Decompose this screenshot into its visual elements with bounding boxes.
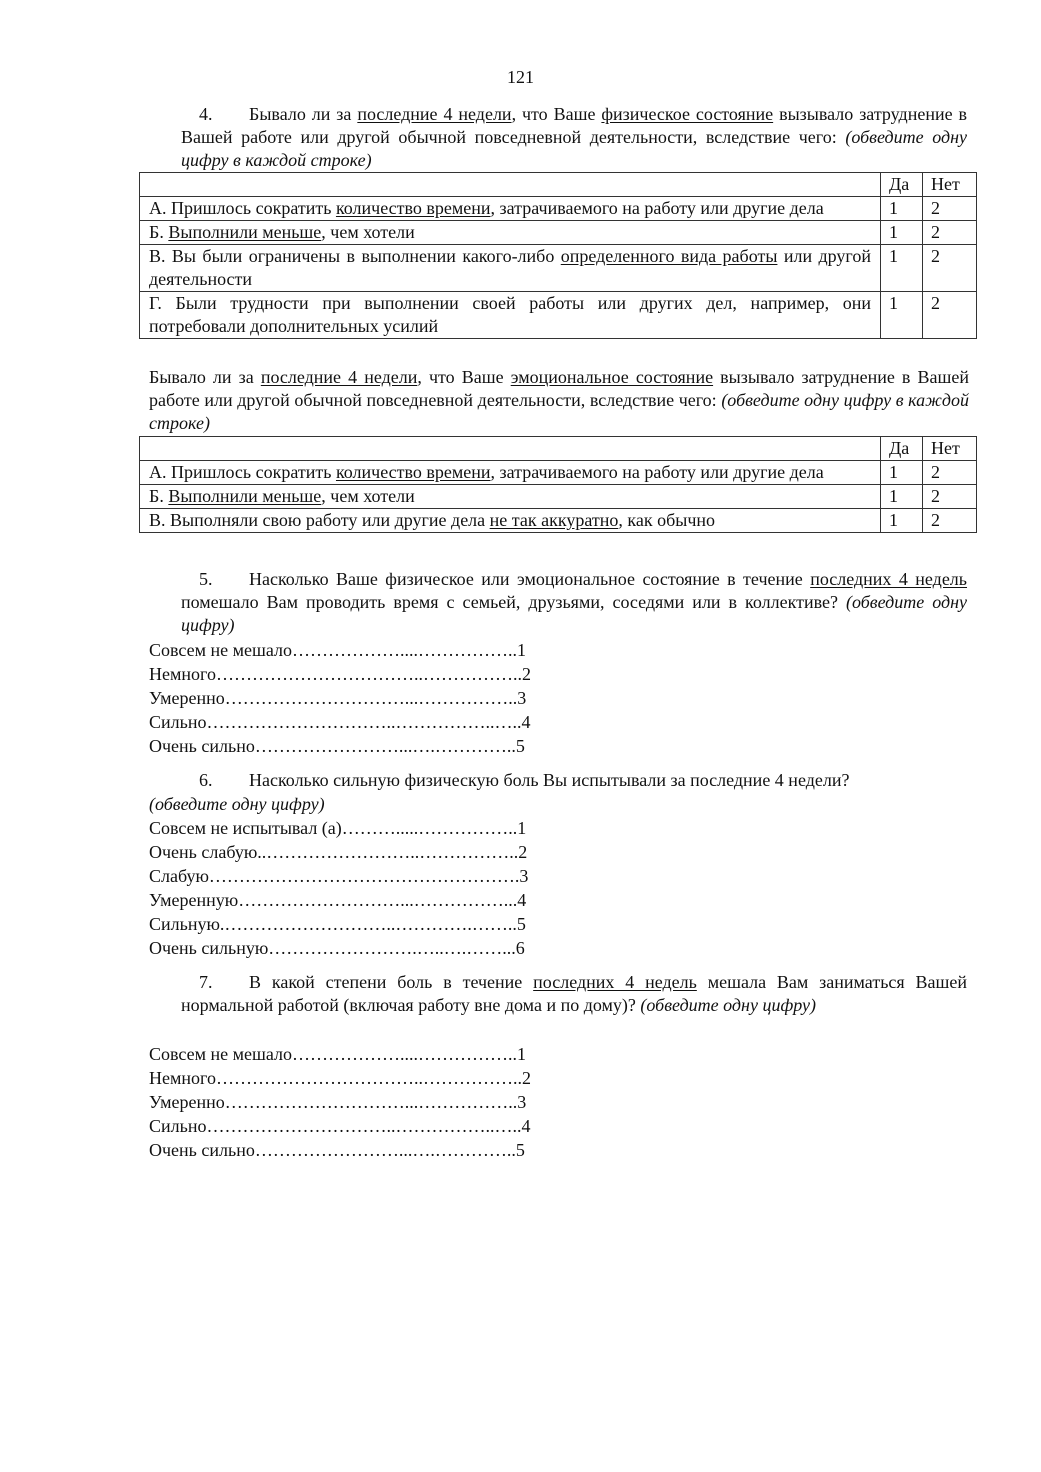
answer-option[interactable]: Очень сильно……………………...….…………..5 xyxy=(149,1140,525,1160)
answer-option[interactable]: Умеренную………………………...……………...4 xyxy=(149,890,527,910)
column-header-yes: Да xyxy=(881,437,923,461)
answer-option[interactable]: Очень сильно……………………...….…………..5 xyxy=(149,736,525,756)
table-row xyxy=(140,197,977,221)
row-question: А. Пришлось сократить количество времени, затрачиваемого на работу или другие дела xyxy=(140,197,881,221)
question-number: 4. xyxy=(199,104,213,124)
answer-option[interactable]: Совсем не испытывал (а)……….....……………..1 xyxy=(149,818,527,838)
answer-no[interactable]: 2 xyxy=(923,221,977,245)
question-7-text: 7. В какой степени боль в течение последних 4 недель мешала Вам заниматься Вашей нормальной работой (включая работу вне дома и по дому)? (обведите одну цифру) xyxy=(181,972,968,1015)
answer-no[interactable]: 2 xyxy=(923,461,977,485)
question-6-text: 6. Насколько сильную физическую боль Вы испытывали за последние 4 недели? xyxy=(199,770,850,790)
answer-no[interactable]: 2 xyxy=(923,245,977,292)
question-5-text: 5. Насколько Ваше физическое или эмоциональное состояние в течение последних 4 недель помешало Вам проводить время с семьей, друзьями, соседями или в коллективе? (обведите одну цифру) xyxy=(181,569,968,635)
row-question: Б. Выполнили меньше, чем хотели xyxy=(140,485,881,509)
question-number: 7. xyxy=(199,972,213,992)
table-row xyxy=(140,485,977,509)
instruction: (обведите одну цифру в каждой строке) xyxy=(181,127,967,170)
answer-yes[interactable]: 1 xyxy=(881,197,923,221)
table-header-row xyxy=(140,437,977,461)
page-number: 121 xyxy=(507,67,534,87)
table-row xyxy=(140,461,977,485)
answer-no[interactable]: 2 xyxy=(923,197,977,221)
answer-option[interactable]: Сильно…………………………..……………..…..4 xyxy=(149,1116,531,1136)
answer-no[interactable]: 2 xyxy=(923,292,977,339)
answer-no[interactable]: 2 xyxy=(923,509,977,533)
table-row xyxy=(140,292,977,339)
answer-option[interactable]: Сильную.………………………..………….……..5 xyxy=(149,914,526,934)
table-row xyxy=(140,221,977,245)
column-header-no: Нет xyxy=(923,437,977,461)
instruction: (обведите одну цифру) xyxy=(640,995,816,1015)
answer-option[interactable]: Сильно…………………………..……………..…..4 xyxy=(149,712,531,732)
answer-option[interactable]: Немного……………………………..……………..2 xyxy=(149,664,531,684)
answer-option[interactable]: Умеренно…………………………...……………..3 xyxy=(149,688,527,708)
underlined-phrase: последние 4 недели xyxy=(260,367,418,387)
underlined-phrase: физическое состояние xyxy=(601,104,774,124)
answer-yes[interactable]: 1 xyxy=(881,485,923,509)
underlined-phrase: последних 4 недель xyxy=(533,972,697,992)
answer-yes[interactable]: 1 xyxy=(881,509,923,533)
question-number: 6. xyxy=(199,770,213,790)
answer-no[interactable]: 2 xyxy=(923,485,977,509)
column-header-no: Нет xyxy=(923,173,977,197)
row-question: В. Вы были ограничены в выполнении какого-либо определенного вида работы или другой деятельности xyxy=(140,245,881,292)
question-number: 5. xyxy=(199,569,213,589)
row-question: В. Выполняли свою работу или другие дела не так аккуратно, как обычно xyxy=(140,509,881,533)
table-header-row xyxy=(140,173,977,197)
question-4-text: 4. Бывало ли за последние 4 недели, что Ваше физическое состояние вызывало затруднение в Вашей работе или другой обычной повседневной деятельности, вследствие чего: (обведите одну цифру в каждой строке) xyxy=(181,104,968,170)
row-question: Б. Выполнили меньше, чем хотели xyxy=(140,221,881,245)
answer-option[interactable]: Немного……………………………..……………..2 xyxy=(149,1068,531,1088)
answer-option[interactable]: Слабую…………………………………………….3 xyxy=(149,866,529,886)
row-question: А. Пришлось сократить количество времени, затрачиваемого на работу или другие дела xyxy=(140,461,881,485)
answer-option[interactable]: Умеренно…………………………...……………..3 xyxy=(149,1092,527,1112)
answer-yes[interactable]: 1 xyxy=(881,292,923,339)
table-row xyxy=(140,245,977,292)
column-header-yes: Да xyxy=(881,173,923,197)
answer-option[interactable]: Совсем не мешало………………....……………..1 xyxy=(149,640,526,660)
answer-yes[interactable]: 1 xyxy=(881,461,923,485)
answer-yes[interactable]: 1 xyxy=(881,221,923,245)
answer-yes[interactable]: 1 xyxy=(881,245,923,292)
table-row xyxy=(140,509,977,533)
physical-state-table xyxy=(139,172,977,339)
question-4b-text: Бывало ли за последние 4 недели, что Ваше эмоциональное состояние вызывало затруднение в Вашей работе или другой обычной повседневной деятельности, вследствие чего: (обведите одну цифру в каждой строке) xyxy=(149,367,969,433)
answer-option[interactable]: Совсем не мешало………………....……………..1 xyxy=(149,1044,526,1064)
instruction: (обведите одну цифру) xyxy=(149,794,325,814)
instruction: (обведите одну цифру в каждой строке) xyxy=(149,390,969,433)
answer-option[interactable]: Очень сильную…………………….…..….……...6 xyxy=(149,938,525,958)
underlined-phrase: эмоциональное состояние xyxy=(510,367,714,387)
answer-option[interactable]: Очень слабую..……………………..……………..2 xyxy=(149,842,528,862)
instruction: (обведите одну цифру) xyxy=(181,592,968,635)
underlined-phrase: последних 4 недель xyxy=(810,569,968,589)
underlined-phrase: последние 4 недели xyxy=(357,104,512,124)
emotional-state-table xyxy=(139,436,977,533)
row-question: Г. Были трудности при выполнении своей работы или других дел, например, они потребовали дополнительных усилий xyxy=(140,292,881,339)
